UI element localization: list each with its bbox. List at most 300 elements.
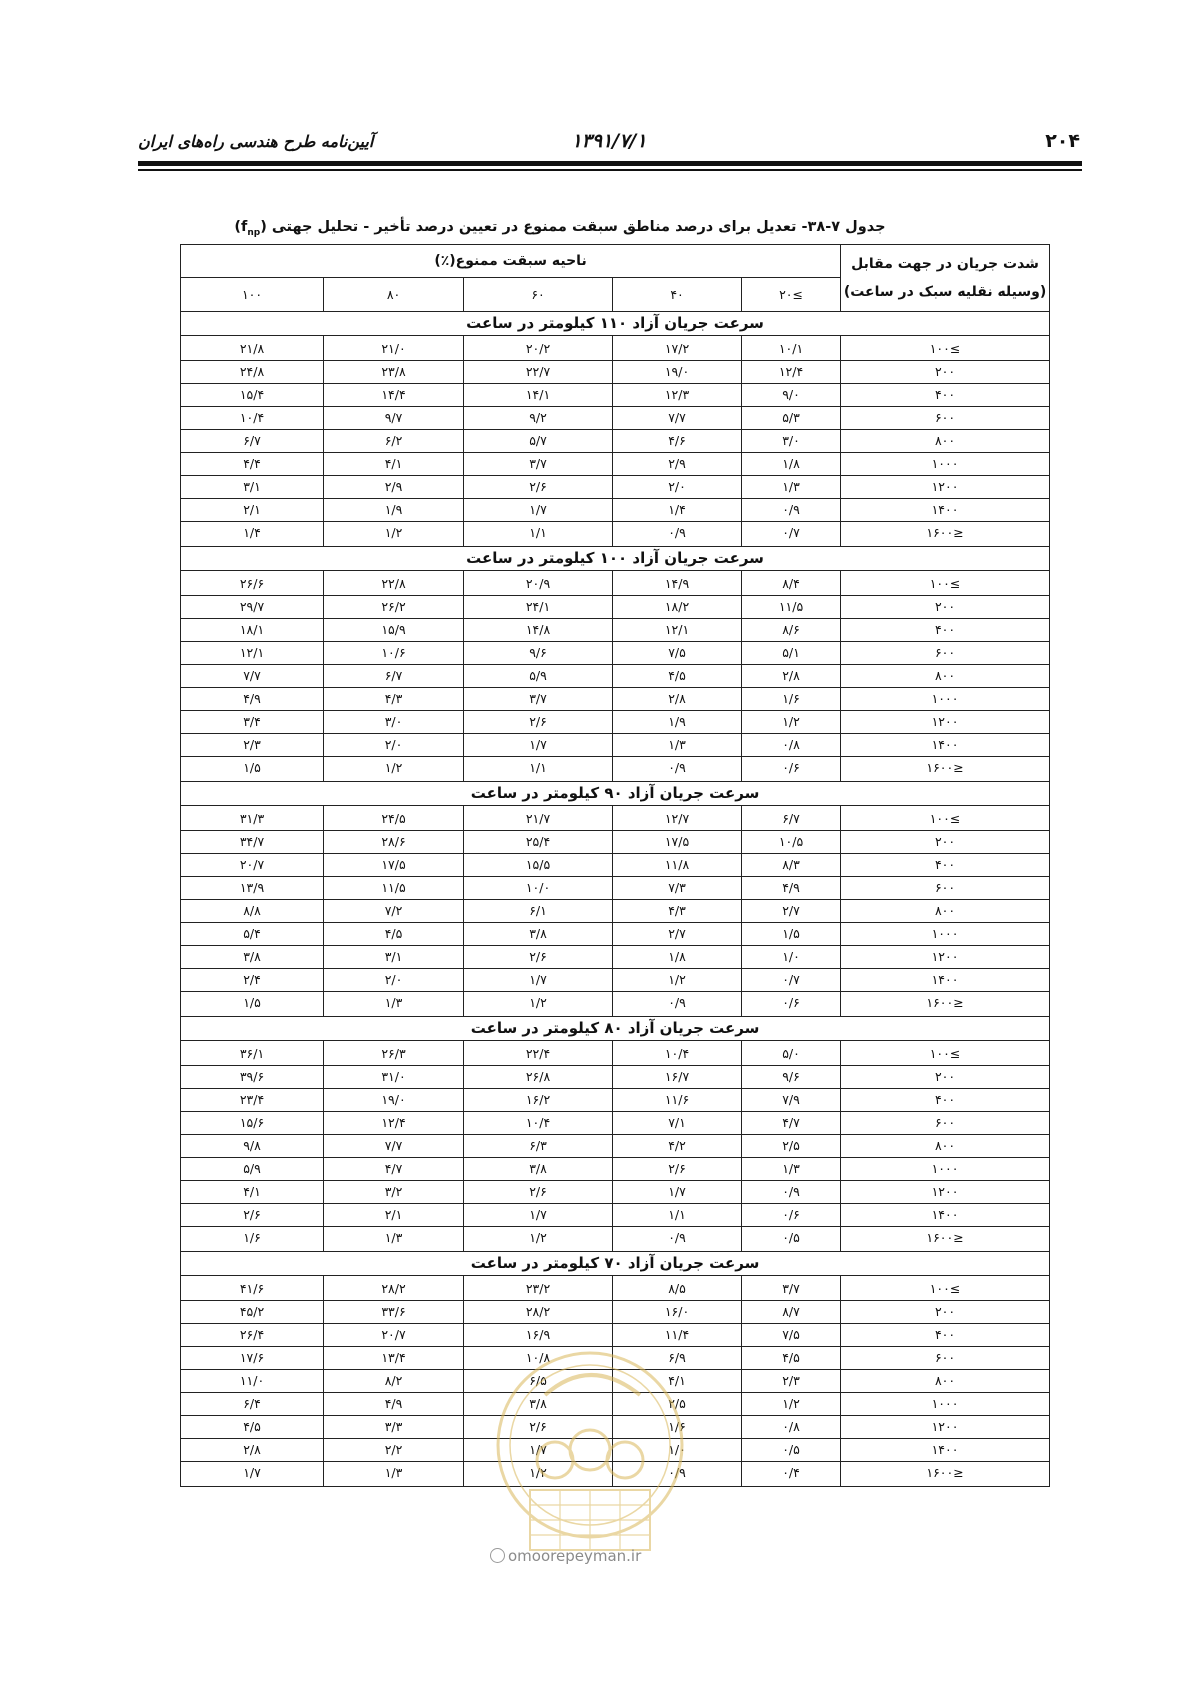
flow-rate-cell: ۴۰۰ [841,619,1050,642]
adjustment-value-cell: ۱/۷ [181,1462,324,1487]
adjustment-value-cell: ۴/۱ [613,1370,742,1393]
adjustment-value-cell: ۰/۵ [742,1227,841,1252]
adjustment-value-cell: ۲/۴ [181,969,324,992]
adjustment-value-cell: ۶/۷ [324,665,464,688]
adjustment-value-cell: ۶/۵ [464,1370,613,1393]
flow-rate-cell: ۲۰۰ [841,831,1050,854]
header-date: ۱۳۹۱/۷/۱ [571,130,647,152]
adjustment-value-cell: ۸/۷ [742,1301,841,1324]
adjustment-value-cell: ۲/۷ [742,900,841,923]
book-title: آیین‌نامه طرح هندسی راه‌های ایران [138,132,374,151]
adjustment-value-cell: ۱۹/۰ [613,361,742,384]
table-row [181,1276,1050,1301]
adjustment-value-cell: ۱/۴ [613,499,742,522]
adjustment-value-cell: ۳/۰ [742,430,841,453]
adjustment-value-cell: ۱/۰ [742,946,841,969]
flow-rate-cell: ≤۱۶۰۰ [841,522,1050,547]
adjustment-value-cell: ۲۶/۳ [324,1041,464,1066]
adjustment-value-cell: ۴/۳ [613,900,742,923]
flow-rate-cell: ۱۲۰۰ [841,711,1050,734]
adjustment-value-cell: ۲/۵ [742,1135,841,1158]
adjustment-value-cell: ۱/۱ [464,522,613,547]
flow-rate-cell: ۲۰۰ [841,596,1050,619]
adjustment-value-cell: ۵/۰ [742,1041,841,1066]
adjustment-value-cell: ۱۲/۴ [324,1112,464,1135]
adjustment-value-cell: ۲۸/۲ [324,1276,464,1301]
adjustment-value-cell: ۲/۶ [181,1204,324,1227]
adjustment-value-cell: ۱/۸ [613,946,742,969]
table-row [181,430,1050,453]
adjustment-value-cell: ۲۹/۷ [181,596,324,619]
adjustment-value-cell: ۷/۱ [613,1112,742,1135]
percent-column-header: ۶۰ [464,278,613,312]
adjustment-value-cell: ۳/۷ [464,688,613,711]
watermark-url [490,1547,641,1565]
adjustment-value-cell: ۱/۲ [464,992,613,1017]
adjustment-value-cell: ۱/۳ [324,992,464,1017]
adjustment-value-cell: ۵/۷ [464,430,613,453]
table-row [181,619,1050,642]
adjustment-value-cell: ۱۲/۳ [613,384,742,407]
adjustment-value-cell: ۲/۵ [613,1393,742,1416]
flow-rate-cell: ۱۴۰۰ [841,1439,1050,1462]
adjustment-value-cell: ۲/۸ [742,665,841,688]
adjustment-value-cell: ۴۱/۶ [181,1276,324,1301]
flow-rate-cell: ۱۴۰۰ [841,969,1050,992]
adjustment-value-cell: ۲/۰ [613,476,742,499]
adjustment-value-cell: ۳/۳ [324,1416,464,1439]
percent-column-header: ≥۲۰ [742,278,841,312]
adjustment-value-cell: ۲/۸ [181,1439,324,1462]
adjustment-value-cell: ۰/۶ [742,1204,841,1227]
adjustment-value-cell: ۰/۶ [742,757,841,782]
adjustment-value-cell: ۲/۹ [613,453,742,476]
flow-rate-cell: ≤۱۶۰۰ [841,992,1050,1017]
flow-rate-cell: ≤۱۶۰۰ [841,1227,1050,1252]
adjustment-value-cell: ۱۶/۷ [613,1066,742,1089]
adjustment-value-cell: ۱۰/۰ [464,877,613,900]
adjustment-value-cell: ۱/۵ [181,757,324,782]
table-row [181,688,1050,711]
caption-close: ) [234,219,242,235]
speed-section-header [181,782,1050,806]
adjustment-value-cell: ۳/۲ [324,1181,464,1204]
adjustment-value-cell: ۱۶/۲ [464,1089,613,1112]
adjustment-value-cell: ۰/۴ [742,1462,841,1487]
adjustment-value-cell: ۶/۱ [464,900,613,923]
adjustment-table [180,244,1050,1487]
flow-rate-cell: ۱۰۰۰ [841,453,1050,476]
flow-rate-header: شدت جریان در جهت مقابل (وسیله نقلیه سبک در ساعت) [841,245,1050,312]
adjustment-value-cell: ۴/۶ [613,430,742,453]
flow-rate-cell: ۱۰۰۰ [841,923,1050,946]
adjustment-value-cell: ۲۰/۲ [464,336,613,361]
caption-subscript: np [247,227,261,238]
table-row [181,336,1050,361]
adjustment-value-cell: ۲۲/۸ [324,571,464,596]
flow-rate-cell: ۱۴۰۰ [841,734,1050,757]
adjustment-value-cell: ۱/۲ [742,711,841,734]
adjustment-value-cell: ۴۵/۲ [181,1301,324,1324]
flow-rate-cell: ۴۰۰ [841,1324,1050,1347]
adjustment-value-cell: ۲۲/۴ [464,1041,613,1066]
adjustment-value-cell: ۱۱/۵ [742,596,841,619]
table-row [181,1181,1050,1204]
table-row [181,1227,1050,1252]
adjustment-value-cell: ۱/۲ [324,757,464,782]
flow-rate-cell: ۶۰۰ [841,1112,1050,1135]
adjustment-value-cell: ۸/۶ [742,619,841,642]
adjustment-value-cell: ۳/۸ [464,923,613,946]
adjustment-value-cell: ۷/۷ [181,665,324,688]
adjustment-value-cell: ۷/۷ [613,407,742,430]
flow-rate-cell: ۴۰۰ [841,1089,1050,1112]
adjustment-value-cell: ۴/۵ [181,1416,324,1439]
adjustment-value-cell: ۰/۸ [742,734,841,757]
adjustment-value-cell: ۱۷/۶ [181,1347,324,1370]
table-row [181,969,1050,992]
adjustment-value-cell: ۲/۳ [742,1370,841,1393]
no-passing-zone-header: ناحیه سبقت ممنوع(٪) [181,245,841,278]
adjustment-value-cell: ۳/۸ [464,1158,613,1181]
table-row [181,407,1050,430]
adjustment-value-cell: ۱/۶ [742,688,841,711]
flow-rate-cell: ۱۴۰۰ [841,499,1050,522]
flow-rate-cell: ۱۲۰۰ [841,1181,1050,1204]
adjustment-value-cell: ۲۴/۸ [181,361,324,384]
adjustment-value-cell: ۴/۹ [324,1393,464,1416]
adjustment-value-cell: ۱/۲ [324,522,464,547]
percent-column-header: ۴۰ [613,278,742,312]
adjustment-value-cell: ۳/۱ [181,476,324,499]
adjustment-value-cell: ۴/۱ [324,453,464,476]
adjustment-value-cell: ۵/۴ [181,923,324,946]
flow-rate-cell: ≥۱۰۰ [841,1276,1050,1301]
adjustment-value-cell: ۲۴/۵ [324,806,464,831]
adjustment-value-cell: ۱/۷ [464,734,613,757]
adjustment-value-cell: ۱۱/۴ [613,1324,742,1347]
adjustment-value-cell: ۲/۸ [613,688,742,711]
adjustment-value-cell: ۱/۹ [324,499,464,522]
adjustment-value-cell: ۳/۸ [181,946,324,969]
adjustment-value-cell: ۳۳/۶ [324,1301,464,1324]
table-row [181,711,1050,734]
adjustment-value-cell: ۱۲/۴ [742,361,841,384]
flow-rate-cell: ۲۰۰ [841,1301,1050,1324]
adjustment-value-cell: ۱/۱ [464,757,613,782]
adjustment-value-cell: ۲/۶ [464,711,613,734]
adjustment-value-cell: ۱/۲ [742,1393,841,1416]
adjustment-value-cell: ۰/۹ [613,992,742,1017]
table-row [181,757,1050,782]
flow-rate-cell: ۸۰۰ [841,665,1050,688]
watermark-url-text: omoorepeyman.ir [508,1547,642,1565]
adjustment-value-cell: ۱۱/۶ [613,1089,742,1112]
adjustment-value-cell: ۱۱/۰ [181,1370,324,1393]
table-row [181,361,1050,384]
flow-rate-cell: ۱۲۰۰ [841,476,1050,499]
adjustment-value-cell: ۲/۶ [464,946,613,969]
adjustment-value-cell: ۲/۲ [324,1439,464,1462]
adjustment-value-cell: ۰/۷ [742,969,841,992]
adjustment-value-cell: ۴/۵ [324,923,464,946]
adjustment-value-cell: ۲۸/۲ [464,1301,613,1324]
adjustment-value-cell: ۳۱/۳ [181,806,324,831]
adjustment-value-cell: ۲/۱ [181,499,324,522]
adjustment-value-cell: ۱۰/۵ [742,831,841,854]
table-row [181,734,1050,757]
table-row [181,522,1050,547]
adjustment-value-cell: ۳۴/۷ [181,831,324,854]
section-title: سرعت جریان آزاد ۱۱۰ کیلومتر در ساعت [181,312,1050,336]
adjustment-value-cell: ۲/۷ [613,923,742,946]
table-row [181,1041,1050,1066]
adjustment-value-cell: ۱۴/۹ [613,571,742,596]
adjustment-value-cell: ۱۰/۴ [464,1112,613,1135]
adjustment-value-cell: ۱/۶ [613,1416,742,1439]
adjustment-value-cell: ۴/۹ [742,877,841,900]
section-title: سرعت جریان آزاد ۷۰ کیلومتر در ساعت [181,1252,1050,1276]
adjustment-value-cell: ۰/۷ [742,522,841,547]
table-row [181,1204,1050,1227]
adjustment-value-cell: ۲۴/۱ [464,596,613,619]
table-row [181,453,1050,476]
adjustment-value-cell: ۱۰/۴ [613,1041,742,1066]
adjustment-value-cell: ۹/۷ [324,407,464,430]
adjustment-value-cell: ۱۵/۵ [464,854,613,877]
header-rule-thin [138,169,1082,171]
adjustment-value-cell: ۲۱/۰ [324,336,464,361]
flow-rate-cell: ≥۱۰۰ [841,1041,1050,1066]
adjustment-value-cell: ۱/۹ [613,711,742,734]
adjustment-value-cell: ۲۰/۷ [324,1324,464,1347]
adjustment-value-cell: ۳/۸ [464,1393,613,1416]
adjustment-value-cell: ۲/۱ [324,1204,464,1227]
adjustment-value-cell: ۳۱/۰ [324,1066,464,1089]
adjustment-value-cell: ۲/۶ [464,1416,613,1439]
table-row [181,946,1050,969]
adjustment-value-cell: ۱/۳ [613,734,742,757]
adjustment-value-cell: ۱۰/۱ [742,336,841,361]
adjustment-value-cell: ۷/۷ [324,1135,464,1158]
adjustment-value-cell: ۵/۹ [181,1158,324,1181]
adjustment-value-cell: ۱/۳ [324,1227,464,1252]
table-row [181,992,1050,1017]
adjustment-value-cell: ۲۰/۹ [464,571,613,596]
flow-rate-cell: ۱۰۰۰ [841,688,1050,711]
adjustment-value-cell: ۲/۶ [464,476,613,499]
adjustment-value-cell: ۲۳/۸ [324,361,464,384]
adjustment-value-cell: ۹/۲ [464,407,613,430]
adjustment-value-cell: ۳/۱ [324,946,464,969]
table-row [181,596,1050,619]
adjustment-value-cell: ۴/۱ [181,1181,324,1204]
adjustment-value-cell: ۳/۷ [464,453,613,476]
adjustment-value-cell: ۱/۷ [464,969,613,992]
adjustment-value-cell: ۹/۰ [742,384,841,407]
adjustment-value-cell: ۵/۹ [464,665,613,688]
adjustment-value-cell: ۲/۶ [464,1181,613,1204]
adjustment-value-cell: ۳۶/۱ [181,1041,324,1066]
speed-section-header [181,1252,1050,1276]
adjustment-value-cell: ۱/۵ [742,923,841,946]
adjustment-value-cell: ۲۶/۸ [464,1066,613,1089]
adjustment-value-cell: ۲۶/۲ [324,596,464,619]
flow-rate-cell: ≥۱۰۰ [841,336,1050,361]
adjustment-value-cell: ۱۸/۲ [613,596,742,619]
adjustment-value-cell: ۷/۲ [324,900,464,923]
table-row [181,1301,1050,1324]
table-row [181,923,1050,946]
adjustment-value-cell: ۲۸/۶ [324,831,464,854]
table-row [181,1089,1050,1112]
adjustment-value-cell: ۱۱/۵ [324,877,464,900]
speed-section-header [181,312,1050,336]
omoorepeyman-seal-watermark [485,1340,695,1570]
adjustment-value-cell: ۱۳/۹ [181,877,324,900]
adjustment-value-cell: ۸/۲ [324,1370,464,1393]
adjustment-value-cell: ۲۶/۶ [181,571,324,596]
adjustment-value-cell: ۱۳/۴ [324,1347,464,1370]
table-row [181,831,1050,854]
table-row [181,571,1050,596]
adjustment-value-cell: ۲/۹ [324,476,464,499]
flow-rate-cell: ۱۰۰۰ [841,1393,1050,1416]
adjustment-value-cell: ۲۶/۴ [181,1324,324,1347]
adjustment-value-cell: ۱/۶ [181,1227,324,1252]
adjustment-value-cell: ۹/۸ [181,1135,324,1158]
table-body [181,312,1050,1487]
flow-rate-cell: ۲۰۰ [841,1066,1050,1089]
adjustment-value-cell: ۷/۹ [742,1089,841,1112]
adjustment-value-cell: ۱/۷ [613,1181,742,1204]
adjustment-value-cell: ۱۱/۸ [613,854,742,877]
adjustment-value-cell: ۰/۵ [742,1439,841,1462]
table-row [181,665,1050,688]
table-row [181,1158,1050,1181]
adjustment-value-cell: ۱۲/۷ [613,806,742,831]
adjustment-value-cell: ۶/۹ [613,1347,742,1370]
adjustment-value-cell: ۶/۲ [324,430,464,453]
adjustment-value-cell: ۲/۳ [181,734,324,757]
adjustment-value-cell: ۸/۳ [742,854,841,877]
flow-rate-cell: ۶۰۰ [841,642,1050,665]
adjustment-value-cell: ۱۰/۶ [324,642,464,665]
section-title: سرعت جریان آزاد ۱۰۰ کیلومتر در ساعت [181,547,1050,571]
adjustment-value-cell: ۰/۹ [613,1227,742,1252]
flow-rate-cell: ۱۲۰۰ [841,946,1050,969]
adjustment-value-cell: ۸/۸ [181,900,324,923]
adjustment-value-cell: ۳/۷ [742,1276,841,1301]
speed-section-header [181,1017,1050,1041]
adjustment-value-cell: ۱۴/۱ [464,384,613,407]
adjustment-value-cell: ۷/۵ [613,642,742,665]
adjustment-value-cell: ۰/۹ [613,522,742,547]
flow-rate-cell: ۱۲۰۰ [841,1416,1050,1439]
adjustment-value-cell: ۱/۳ [742,476,841,499]
adjustment-value-cell: ۳/۰ [324,711,464,734]
page-number: ۲۰۴ [1045,130,1080,152]
adjustment-value-cell: ۱۸/۱ [181,619,324,642]
table-row [181,1135,1050,1158]
table-row [181,900,1050,923]
adjustment-value-cell: ۱/۱ [613,1204,742,1227]
flow-rate-cell: ≤۱۶۰۰ [841,1462,1050,1487]
table-row [181,384,1050,407]
page-header [138,130,1080,160]
adjustment-value-cell: ۱/۲ [613,969,742,992]
adjustment-value-cell: ۴/۷ [324,1158,464,1181]
adjustment-value-cell: ۱۷/۲ [613,336,742,361]
flow-rate-cell: ۱۴۰۰ [841,1204,1050,1227]
adjustment-value-cell: ۰/۹ [742,1181,841,1204]
adjustment-value-cell: ۱۲/۱ [181,642,324,665]
adjustment-value-cell: ۴/۹ [181,688,324,711]
adjustment-value-cell: ۱۰/۸ [464,1347,613,1370]
table-row [181,854,1050,877]
flow-rate-cell: ۲۰۰ [841,361,1050,384]
adjustment-value-cell: ۱/۴ [181,522,324,547]
flow-rate-cell: ۸۰۰ [841,430,1050,453]
adjustment-value-cell: ۱۷/۵ [324,854,464,877]
flow-rate-cell: ۶۰۰ [841,407,1050,430]
adjustment-value-cell: ۴/۵ [613,665,742,688]
adjustment-value-cell: ۴/۷ [742,1112,841,1135]
flow-rate-cell: ۸۰۰ [841,1370,1050,1393]
adjustment-value-cell: ۵/۳ [742,407,841,430]
adjustment-value-cell: ۰/۸ [742,1416,841,1439]
adjustment-value-cell: ۳/۴ [181,711,324,734]
adjustment-value-cell: ۲/۰ [324,734,464,757]
adjustment-value-cell: ۱۶/۹ [464,1324,613,1347]
table-row [181,499,1050,522]
section-title: سرعت جریان آزاد ۹۰ کیلومتر در ساعت [181,782,1050,806]
at-sign-icon [490,1548,505,1563]
adjustment-value-cell: ۱۶/۰ [613,1301,742,1324]
table-row [181,877,1050,900]
adjustment-value-cell: ۲۰/۷ [181,854,324,877]
table-caption [180,219,940,238]
adjustment-value-cell: ۱/۳ [324,1462,464,1487]
percent-column-header: ۱۰۰ [181,278,324,312]
adjustment-value-cell: ۱/۲ [464,1462,613,1487]
adjustment-value-cell: ۲۱/۸ [181,336,324,361]
adjustment-value-cell: ۴/۳ [324,688,464,711]
adjustment-value-cell: ۱۰/۴ [181,407,324,430]
flow-rate-cell: ۸۰۰ [841,1135,1050,1158]
adjustment-value-cell: ۹/۶ [742,1066,841,1089]
flow-rate-cell: ≥۱۰۰ [841,806,1050,831]
adjustment-value-cell: ۹/۶ [464,642,613,665]
flow-rate-cell: ۸۰۰ [841,900,1050,923]
adjustment-value-cell: ۱/۵ [181,992,324,1017]
adjustment-value-cell: ۰/۹ [742,499,841,522]
adjustment-value-cell: ۱/۳ [742,1158,841,1181]
percent-column-header: ۸۰ [324,278,464,312]
adjustment-value-cell: ۱/۰ [613,1439,742,1462]
adjustment-value-cell: ۸/۵ [613,1276,742,1301]
adjustment-value-cell: ۰/۹ [613,757,742,782]
adjustment-value-cell: ۲/۶ [613,1158,742,1181]
adjustment-value-cell: ۲۵/۴ [464,831,613,854]
adjustment-value-cell: ۲/۰ [324,969,464,992]
adjustment-value-cell: ۱/۲ [464,1227,613,1252]
section-title: سرعت جریان آزاد ۸۰ کیلومتر در ساعت [181,1017,1050,1041]
flow-rate-cell: ۱۰۰۰ [841,1158,1050,1181]
adjustment-value-cell: ۰/۶ [742,992,841,1017]
flow-rate-cell: ۶۰۰ [841,877,1050,900]
adjustment-value-cell: ۱۵/۴ [181,384,324,407]
